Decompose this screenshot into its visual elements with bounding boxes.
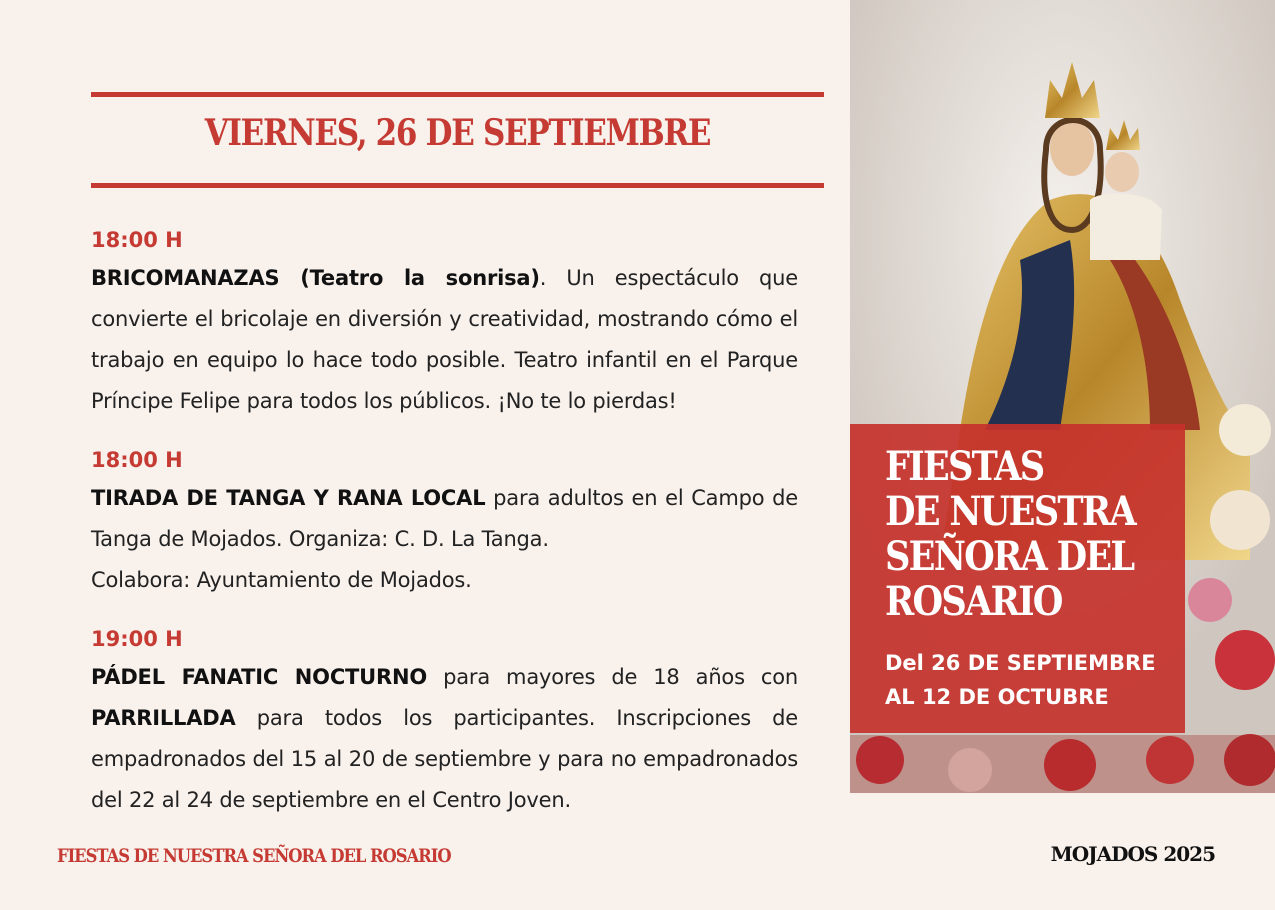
event-text: para adultos en el Campo de Tanga de Mojados. Organiza: C. D. La Tanga. bbox=[91, 486, 798, 551]
event-item bbox=[91, 621, 798, 821]
event-time: 18:00 H bbox=[91, 228, 183, 252]
event-highlight: BRICOMANAZAS (Teatro la sonrisa) bbox=[91, 266, 540, 290]
promo-title-line: DE NUESTRA bbox=[885, 488, 1135, 535]
promo-title-line: FIESTAS bbox=[885, 443, 1044, 490]
event-highlight: PÁDEL FANATIC NOCTURNO bbox=[91, 665, 428, 689]
event-highlight-secondary: PARRILLADA bbox=[91, 706, 236, 730]
promo-date-line: AL 12 DE OCTUBRE bbox=[885, 685, 1109, 709]
promo-title-line: ROSARIO bbox=[885, 578, 1062, 625]
promo-dates bbox=[885, 646, 1175, 714]
event-highlight: TIRADA DE TANGA Y RANA LOCAL bbox=[91, 486, 486, 510]
event-description bbox=[91, 258, 798, 422]
event-description bbox=[91, 478, 798, 601]
event-item bbox=[91, 442, 798, 601]
promo-title bbox=[885, 444, 1140, 624]
event-time: 19:00 H bbox=[91, 627, 183, 651]
event-list bbox=[91, 222, 798, 841]
footer-festival-name: FIESTAS DE NUESTRA SEÑORA DEL ROSARIO bbox=[57, 845, 451, 867]
event-item bbox=[91, 222, 798, 422]
festival-promo-box bbox=[850, 424, 1185, 733]
event-time: 18:00 H bbox=[91, 448, 183, 472]
page-title: VIERNES, 26 DE SEPTIEMBRE bbox=[204, 112, 711, 154]
event-text: para mayores de 18 años con bbox=[427, 665, 798, 689]
event-text-secondary: para todos los participantes. Inscripciones de empadronados del 15 al 20 de septiembre y para no empadronados del 22 al 24 de septiembre en el Centro Joven. bbox=[91, 706, 798, 812]
event-extra: Colabora: Ayuntamiento de Mojados. bbox=[91, 568, 472, 592]
promo-date-line: Del 26 DE SEPTIEMBRE bbox=[885, 651, 1156, 675]
footer-town-year: MOJADOS 2025 bbox=[1050, 842, 1215, 866]
event-description bbox=[91, 657, 798, 821]
title-rule-bottom bbox=[91, 183, 824, 188]
title-rule-top bbox=[91, 92, 824, 97]
promo-title-line: SEÑORA DEL bbox=[885, 533, 1134, 580]
event-text: . Un espectáculo que convierte el bricolaje en diversión y creatividad, mostrando cómo el trabajo en equipo lo hace todo posible. Teatro infantil en el Parque Príncipe Felipe para todos los públicos. ¡No te lo pierdas! bbox=[91, 266, 798, 413]
